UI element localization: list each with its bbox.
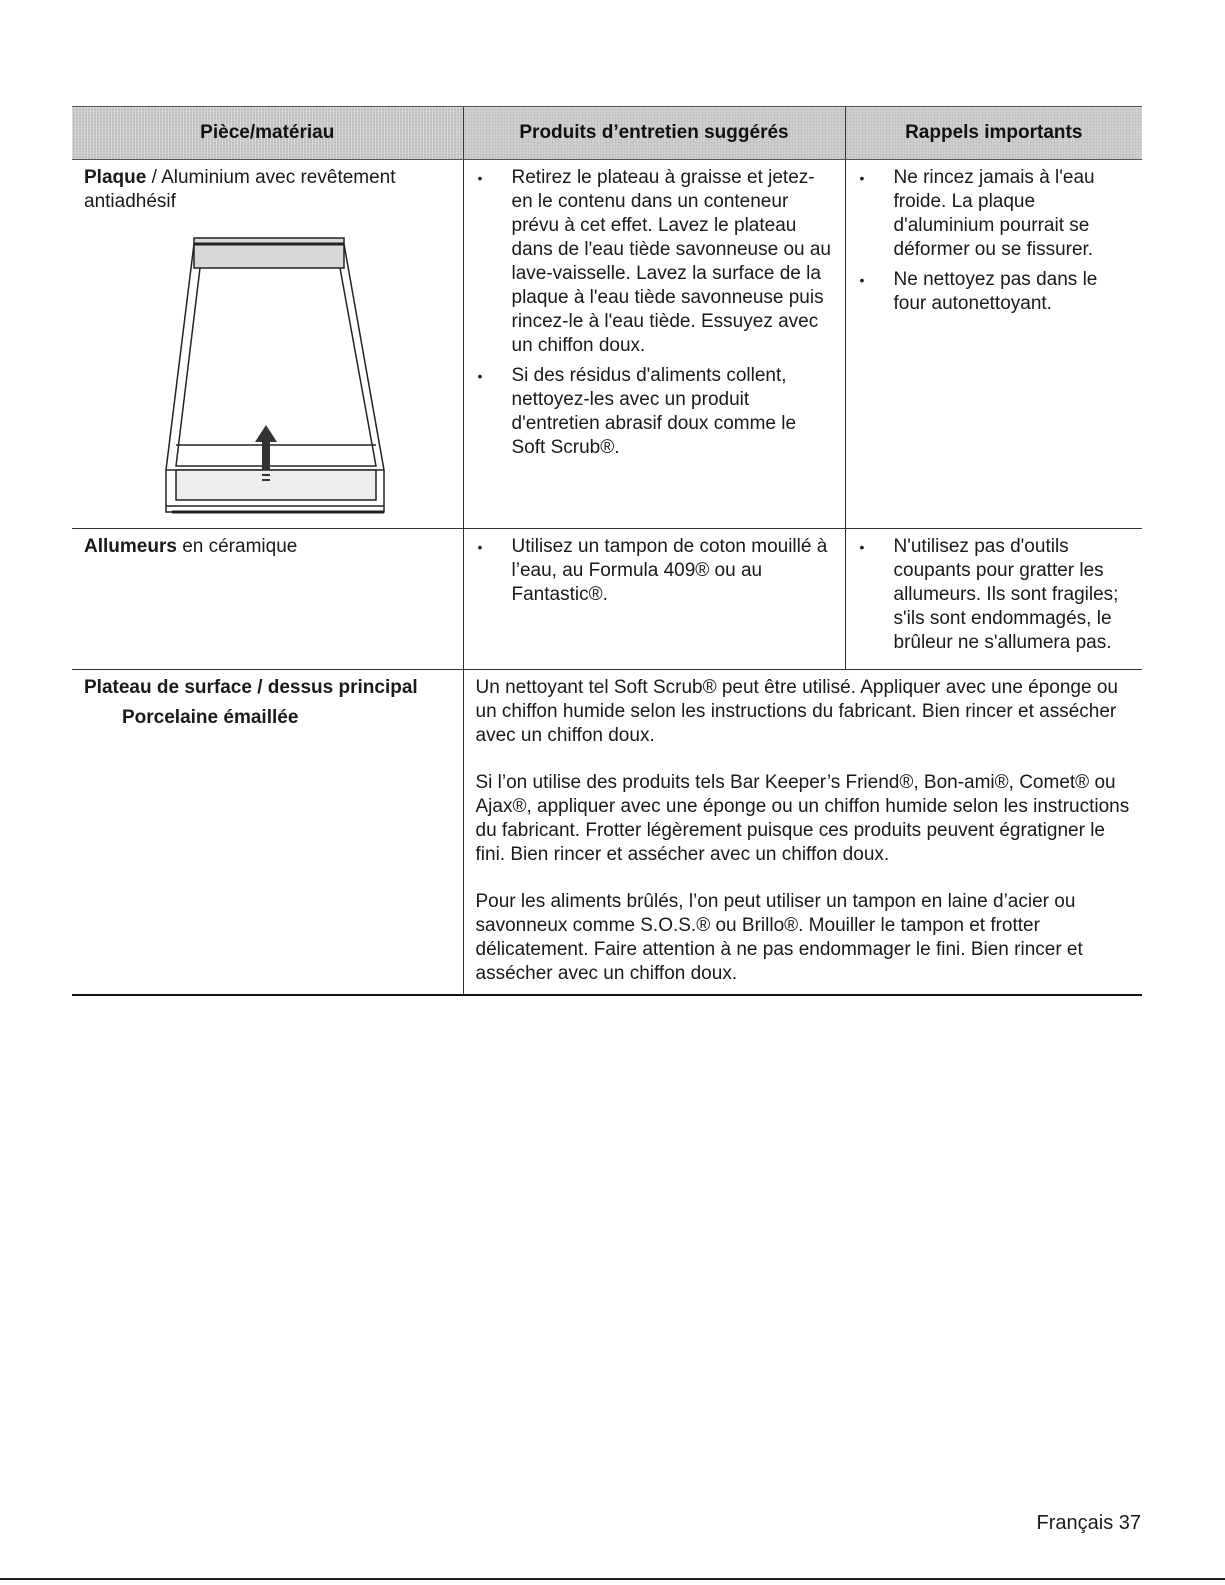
- header-suggested-products: Produits d’entretien suggérés: [463, 107, 845, 160]
- cell-part: [72, 160, 463, 529]
- part-term: Allumeurs: [84, 536, 177, 557]
- part-term: Plateau de surface / dessus principal: [84, 677, 418, 698]
- list-item: • N'utilisez pas d'outils coupants pour gratter les allumeurs. Ils sont fragiles; s'ils sont endommagés, le brûleur ne s'allumera pas.: [858, 535, 1131, 655]
- page-number: Français 37: [1036, 1512, 1141, 1534]
- part-subterm: Porcelaine émaillée: [122, 707, 299, 728]
- list-item: • Ne nettoyez pas dans le four autonettoyant.: [858, 268, 1131, 316]
- instruction-paragraph: Un nettoyant tel Soft Scrub® peut être utilisé. Appliquer avec une éponge ou un chiffon humide selon les instructions du fabricant. Bien rincer et assécher avec un chiffon doux.: [475, 677, 1118, 746]
- cell-products: [463, 160, 845, 529]
- table-row: [72, 670, 1142, 996]
- list-item: • Ne rincez jamais à l'eau froide. La plaque d'aluminium pourrait se déformer ou se fissurer.: [858, 166, 1131, 262]
- part-term: Plaque: [84, 167, 147, 188]
- header-important-reminders: Rappels importants: [845, 107, 1142, 160]
- cell-products: [463, 529, 845, 670]
- bottom-rule: [0, 1578, 1225, 1580]
- cell-instructions: [463, 670, 1142, 996]
- cell-reminders: [845, 160, 1142, 529]
- table-row: [72, 160, 1142, 529]
- reminders-list: [858, 535, 1131, 655]
- part-material: / Aluminium avec revêtement antiadhésif: [84, 167, 396, 212]
- care-table: [72, 106, 1142, 996]
- cell-part: [72, 529, 463, 670]
- list-item: • Retirez le plateau à graisse et jetez-en le contenu dans un conteneur prévu à cet effet. Lavez le plateau dans de l'eau tiède savonneuse ou au lave-vaisselle. Lavez la surface de la plaque à l'eau tiède savonneuse puis rincez-le à l'eau tiède. Essuyez avec un chiffon doux.: [476, 166, 833, 358]
- griddle-illustration: [154, 230, 394, 520]
- header-part-material: Pièce/matériau: [72, 107, 463, 160]
- instruction-paragraph: Si l’on utilise des produits tels Bar Keeper’s Friend®, Bon-ami®, Comet® ou Ajax®, appliquer avec une éponge ou un chiffon humide selon les instructions du fabricant. Frotter légèrement puisque ces produits peuvent égratigner le fini. Bien rincer et assécher avec un chiffon doux.: [475, 772, 1130, 865]
- list-item: • Utilisez un tampon de coton mouillé à l’eau, au Formula 409® ou au Fantastic®.: [476, 535, 833, 607]
- instruction-paragraph: Pour les aliments brûlés, l’on peut utiliser un tampon en laine d’acier ou savonneux comme S.O.S.® ou Brillo®. Mouiller le tampon et frotter délicatement. Faire attention à ne pas endommager le fini. Bien rincer et assécher avec un chiffon doux.: [475, 891, 1083, 984]
- table-header-row: [72, 107, 1142, 160]
- products-list: [476, 535, 833, 607]
- list-item: • Si des résidus d'aliments collent, nettoyez-les avec un produit d'entretien abrasif doux comme le Soft Scrub®.: [476, 364, 833, 460]
- table-row: [72, 529, 1142, 670]
- part-material: en céramique: [176, 536, 298, 557]
- cell-part: [72, 670, 463, 996]
- products-list: [476, 166, 833, 460]
- cell-reminders: [845, 529, 1142, 670]
- reminders-list: [858, 166, 1131, 316]
